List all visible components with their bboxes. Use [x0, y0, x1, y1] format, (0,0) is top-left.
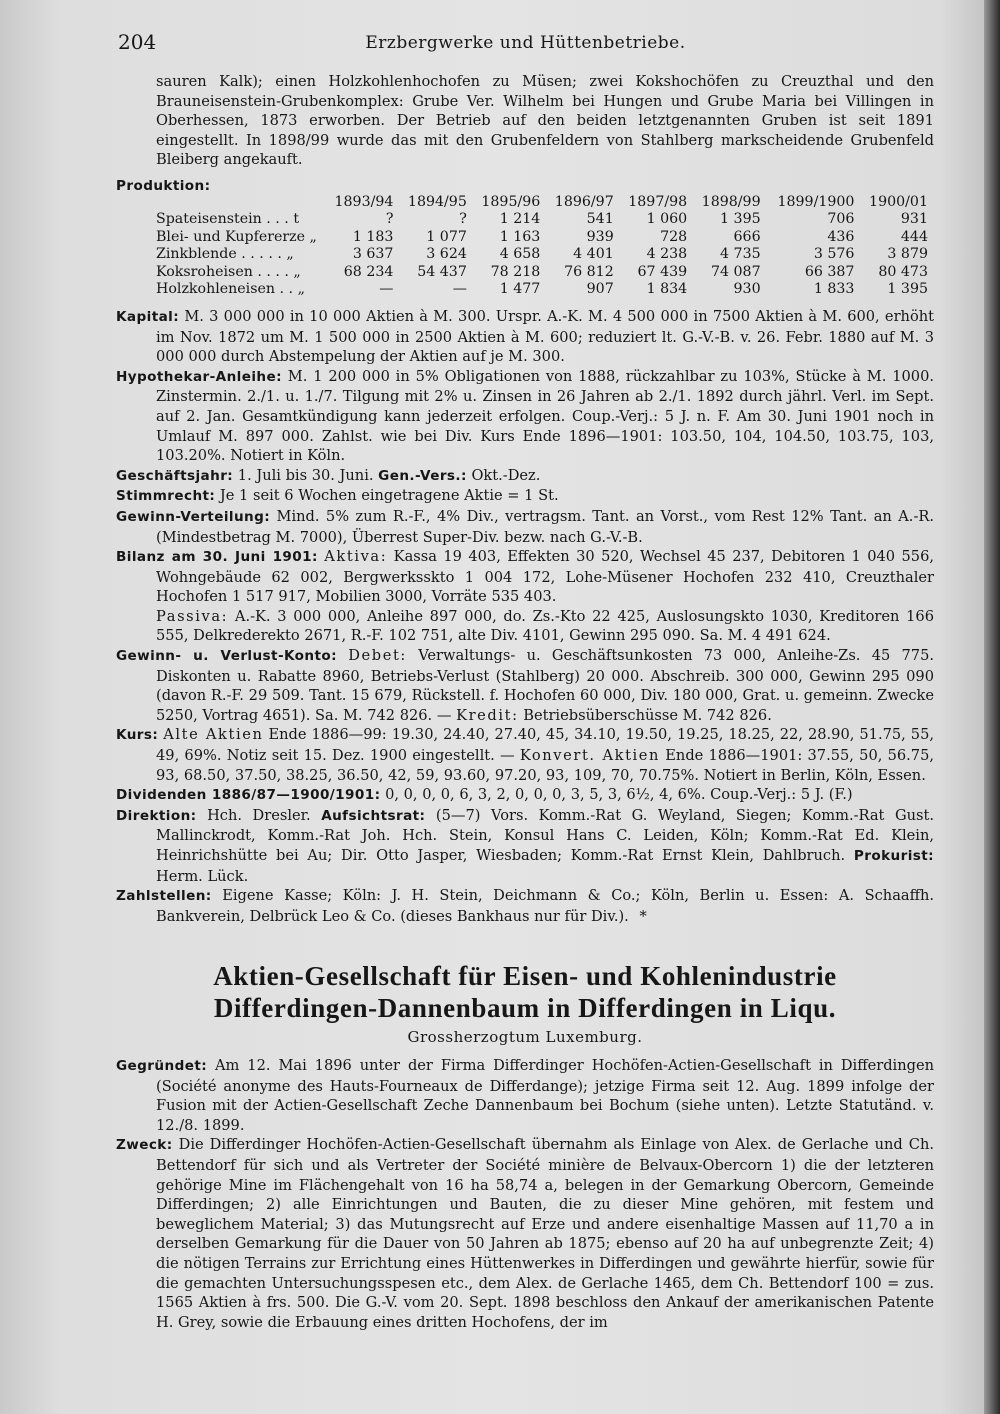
product-name: Spateisenstein . . . t: [156, 211, 300, 228]
stimmrecht-label: Stimmrecht:: [116, 488, 216, 505]
production-value: 1 183: [352, 228, 394, 245]
production-value: ?: [385, 211, 394, 228]
product-name: Koksroheisen . . . . „: [156, 263, 301, 280]
year-cell: 1894/95: [407, 193, 467, 210]
konvert-aktien-word: Konvert. Aktien: [519, 747, 661, 765]
production-value: 1 214: [499, 211, 541, 228]
stimmrecht-text: Je 1 seit 6 Wochen eingetragene Aktie = 1 St.: [219, 487, 559, 505]
binding-edge: [984, 0, 1000, 1414]
hypothek-label: Hypothekar-Anleihe:: [116, 368, 282, 385]
page-body: [116, 72, 934, 1332]
kurs-entry: [116, 725, 934, 785]
year-cell: 1899/1900: [777, 193, 855, 210]
production-value: 74 087: [710, 263, 761, 280]
zahlstellen-entry: [116, 886, 934, 926]
page-number: 204: [118, 30, 157, 54]
gen-vers-label: Gen.-Vers.:: [378, 467, 467, 484]
zweck-label: Zweck:: [116, 1137, 173, 1154]
geschaeftsjahr-entry: [116, 466, 934, 487]
gewinn-konto-text: Verwaltungs- u. Geschäftsunkosten 73 000, Anleihe-Zs. 45 775. Diskonten u. Rabatte 8960, Betriebs-Verlust (Stahlberg) 20 000. Abschreib. 300 000, Gewinn 295 090 (davon R.-F. 29 509. Tant. 15 679, Rückstell. f. Hochofen 60 000, Div. 180 000, Grat. u. gemeinn. Zwecke 5250, Vortrag 4651). Sa. M. 742 826. —: [156, 647, 935, 724]
production-value: 1 833: [813, 281, 855, 298]
passiva-entry: [116, 607, 934, 646]
production-year-row: [116, 194, 934, 212]
production-label: Produktion:: [116, 177, 211, 194]
production-value: 1 060: [646, 211, 688, 228]
prokurist-label: Prokurist:: [853, 848, 934, 864]
gewinn-verteilung-entry: [116, 507, 934, 547]
stimmrecht-entry: [116, 486, 934, 507]
bilanz-entry: [116, 547, 934, 607]
aufsichtsrat-label: Aufsichtsrat:: [321, 807, 426, 824]
kurs-text: Ende 1886—99: 19.30, 24.40, 27.40, 45, 34.10, 19.50, 19.25, 18.25, 22, 28.90, 51.75, 55, 49, 69%. Notiz seit 15. Dez. 1900 eingestellt. —: [156, 726, 934, 765]
production-value: 78 218: [490, 263, 541, 280]
kurs-label: Kurs:: [116, 727, 159, 744]
production-value: 3 576: [813, 246, 855, 263]
year-cell: 1897/98: [628, 193, 688, 210]
production-value: 76 812: [564, 263, 614, 280]
production-value: —: [379, 281, 394, 298]
kurs-text-2: Ende 1886—1901: 37.55, 50, 56.75, 93, 68.50, 37.50, 38.25, 36.50, 42, 59, 93.60, 97.20, 93, 109, 70, 70.75%. Notiert in Berlin, Köln, Essen.: [156, 747, 935, 784]
production-value: 907: [586, 281, 614, 298]
page-header: [118, 30, 933, 58]
year-cell: 1900/01: [869, 193, 928, 210]
direktion-label: Direktion:: [116, 807, 197, 824]
zweck-text: Die Differdinger Hochöfen-Actien-Gesellschaft übernahm als Einlage von Alex. de Gerlache und Ch. Bettendorf für sich und als Vertreter der Société minière de Belvaux-Obercorn 1) die der letzteren gehörige Mine im Flächengehalt von 16 ha 58,74 a, belegen in der Gemarkung Obercorn, Gemeinde Differdingen; 2) alle Einrichtungen und Bauten, die zu dieser Mine gehören, mit festem und beweglichem Material; 3) das Mutungsrecht auf Erze und andere eisenhaltige Massen auf 11,70 a in derselben Gemarkung für die Dauer von 50 Jahren ab 1875; ebenso auf 20 ha auf unbegrenzte Zeit; 4) die nötigen Terrains zur Errichtung eines Hüttenwerkes in Differdingen und gewährte hierfür, sowie für die gemachten Untersuchungsspesen etc., dem Alex. de Gerlache 1465, dem Ch. Bettendorf 100 = zus. 1565 Aktien à frs. 500. Die G.-V. vom 20. Sept. 1898 beschloss den Ankauf der amerikanischen Patente H. Grey, sowie die Erbauung eines dritten Hochofens, der im: [156, 1136, 934, 1331]
gegruendet-text: Am 12. Mai 1896 unter der Firma Differdinger Hochöfen-Actien-Gesellschaft in Differdingen (Société anonyme des Hauts-Fourneaux de Differdange); jetzige Firma seit 12. Aug. 1899 infolge der Fusion mit der Actien-Gesellschaft Zeche Dannenbaum bei Bochum (siehe unten). Letzte Statutänd. v. 12./8. 1899.: [156, 1056, 934, 1134]
prokurist-text: Herm. Lück.: [156, 867, 249, 885]
production-value: —: [452, 281, 467, 298]
production-value: 706: [827, 211, 855, 228]
dividenden-label: Dividenden 1886/87—1900/1901:: [116, 787, 381, 804]
aktiva-word: Aktiva:: [324, 548, 388, 566]
production-value: 3 637: [352, 246, 394, 263]
product-name: Holzkohleneisen . . „: [156, 281, 305, 298]
hypothek-entry: [116, 367, 934, 466]
company-title-line-1: Aktien-Gesellschaft für Eisen- und Kohlenindustrie: [213, 961, 837, 992]
production-value: 80 473: [878, 263, 928, 280]
production-value: 66 387: [804, 263, 855, 280]
gewinn-verteilung-label: Gewinn-Verteilung:: [116, 508, 271, 525]
kapital-label: Kapital:: [116, 308, 180, 325]
production-value: 4 735: [720, 246, 761, 263]
hypothek-text: M. 1 200 000 in 5% Obligationen von 1888, rückzahlbar zu 103%, Stücke à M. 1000. Zinstermin. 2./1. u. 1./7. Tilgung mit 2% u. Zinsen in 26 Jahren ab 2./1. 1892 durch jährl. Verl. im Sept. auf 2. Jan. Gesamtkündigung kann jederzeit erfolgen. Coup.-Verj.: 5 J. n. F. Am 30. Juni 1901 noch in Umlauf M. 897 000. Zahlst. wie bei Div. Kurs Ende 1896—1901: 103.50, 104, 104.50, 103.75, 103, 103.20%. Notiert in Köln.: [156, 367, 934, 465]
year-cell: 1893/94: [334, 193, 394, 210]
production-value: 666: [733, 228, 761, 245]
dividenden-entry: [116, 785, 934, 806]
production-value: 728: [660, 228, 688, 245]
production-row: [116, 246, 934, 264]
production-value: 68 234: [343, 263, 394, 280]
production-value: 1 395: [720, 211, 761, 228]
production-value: 4 238: [646, 246, 688, 263]
company-heading: [116, 960, 934, 1048]
production-table: [116, 194, 934, 299]
production-heading: [116, 176, 934, 196]
kapital-text: M. 3 000 000 in 10 000 Aktien à M. 300. Urspr. A.-K. M. 4 500 000 in 7500 Aktien à M. 600, erhöht im Nov. 1872 um M. 1 500 000 in 2500 Aktien à M. 600; reduziert lt. G.-V.-B. v. 26. Febr. 1880 auf M. 3 000 000 durch Abstempelung der Aktien auf je M. 300.: [156, 307, 934, 366]
production-row: [116, 229, 934, 247]
gewinn-konto-entry: [116, 646, 934, 725]
company-subtitle: Grossherzogtum Luxemburg.: [407, 1028, 643, 1047]
production-value: 1 163: [499, 228, 541, 245]
production-value: 1 395: [887, 281, 928, 298]
direktion-entry: [116, 806, 934, 886]
production-value: 67 439: [637, 263, 688, 280]
zahlstellen-label: Zahlstellen:: [116, 888, 212, 905]
aufsichtsrat-text: (5—7) Vors. Komm.-Rat G. Weyland, Siegen; Komm.-Rat Gust. Mallinckrodt, Komm.-Rat Joh. Hch. Stein, Konsul Hans C. Leiden, Köln; Komm.-Rat Ed. Klein, Heinrichshütte bei Au; Dir. Otto Jasper, Wiesbaden; Komm.-Rat Ernst Klein, Dahlbruch.: [156, 806, 934, 864]
production-value: 930: [733, 281, 761, 298]
passiva-text: A.-K. 3 000 000, Anleihe 897 000, do. Zs.-Kto 22 425, Auslosungskto 1030, Kreditoren 166 555, Delkrederekto 2671, R.-F. 102 751, alte Div. 4101, Gewinn 295 090. Sa. M. 4 491 624.: [156, 607, 935, 645]
company-title-line-2: Differdingen-Dannenbaum in Differdingen in Liqu.: [213, 993, 837, 1024]
aktiva-text: Kassa 19 403, Effekten 30 520, Wechsel 45 237, Debitoren 1 040 556, Wohngebäude 62 002, Bergwerksskto 1 004 172, Lohe-Müsener Hochofen 232 410, Creuzthaler Hochofen 1 517 917, Mobilien 3000, Vorräte 535 403.: [156, 548, 934, 606]
zweck-entry: [116, 1135, 934, 1332]
production-value: 4 401: [573, 246, 614, 263]
production-value: 3 624: [426, 246, 467, 263]
production-row: [116, 264, 934, 282]
kapital-entry: [116, 307, 934, 367]
geschaeftsjahr-label: Geschäftsjahr:: [116, 467, 234, 484]
debet-word: Debet:: [348, 647, 407, 665]
gewinn-konto-label: Gewinn- u. Verlust-Konto:: [116, 648, 337, 665]
production-value: 436: [827, 228, 855, 245]
direktion-text: Hch. Dresler.: [207, 806, 311, 824]
year-cell: 1898/99: [701, 193, 761, 210]
kredit-word: Kredit:: [456, 706, 519, 724]
production-value: 444: [900, 228, 928, 245]
production-value: 939: [586, 228, 614, 245]
gewinn-verteilung-text: Mind. 5% zum R.-F., 4% Div., vertragsm. Tant. an Vorst., vom Rest 12% Tant. an A.-R. (Mindestbetrag M. 7000), Überrest Super-Div. bezw. nach G.-V.-B.: [156, 507, 935, 546]
intro-paragraph: sauren Kalk); einen Holzkohlenhochofen zu Müsen; zwei Kokshochöfen zu Creuzthal und den Brauneisenstein-Grubenkomplex: Grube Ver. Wilhelm bei Hungen und Grube Maria bei Villingen in Oberhessen, 1873 erworben. Der Betrieb auf den beiden letztgenannten Gruben ist seit 1891 eingestellt. In 1898/99 wurde das mit den Grubenfeldern von Stahlberg markscheidende Grubenfeld Bleiberg angekauft.: [156, 73, 934, 169]
production-row: [116, 211, 934, 229]
production-value: 54 437: [417, 263, 467, 280]
production-value: 1 834: [646, 281, 688, 298]
dividenden-text: 0, 0, 0, 0, 6, 3, 2, 0, 0, 0, 3, 5, 3, 6½, 4, 6%. Coup.-Verj.: 5 J. (F.): [385, 786, 853, 804]
production-value: 541: [586, 211, 614, 228]
bilanz-label: Bilanz am 30. Juni 1901:: [116, 549, 318, 566]
gegruendet-entry: [116, 1056, 934, 1135]
production-value: ?: [459, 211, 467, 228]
running-title: Erzbergwerke und Hüttenbetriebe.: [365, 33, 686, 53]
production-value: 4 658: [499, 246, 541, 263]
zahlstellen-text: Eigene Kasse; Köln: J. H. Stein, Deichmann & Co.; Köln, Berlin u. Essen: A. Schaaffh. Bankverein, Delbrück Leo & Co. (dieses Bankhaus nur für Div.).: [156, 887, 935, 925]
year-cell: 1896/97: [554, 193, 614, 210]
gegruendet-label: Gegründet:: [116, 1057, 208, 1074]
production-value: 1 477: [499, 281, 541, 298]
product-name: Zinkblende . . . . . „: [156, 246, 294, 263]
production-value: 1 077: [426, 228, 467, 245]
production-row: [116, 281, 934, 299]
year-cell: 1895/96: [481, 193, 541, 210]
footnote-star: *: [639, 907, 647, 925]
gewinn-konto-text-2: Betriebsüberschüsse M. 742 826.: [523, 706, 772, 724]
production-value: 3 879: [887, 246, 928, 263]
gen-vers-text: Okt.-Dez.: [471, 466, 541, 484]
product-name: Blei- und Kupfererze „: [156, 228, 317, 245]
alte-aktien-word: Alte Aktien: [163, 726, 264, 744]
geschaeftsjahr-text: 1. Juli bis 30. Juni.: [237, 466, 374, 484]
passiva-word: Passiva:: [156, 607, 229, 625]
production-value: 931: [900, 211, 928, 228]
